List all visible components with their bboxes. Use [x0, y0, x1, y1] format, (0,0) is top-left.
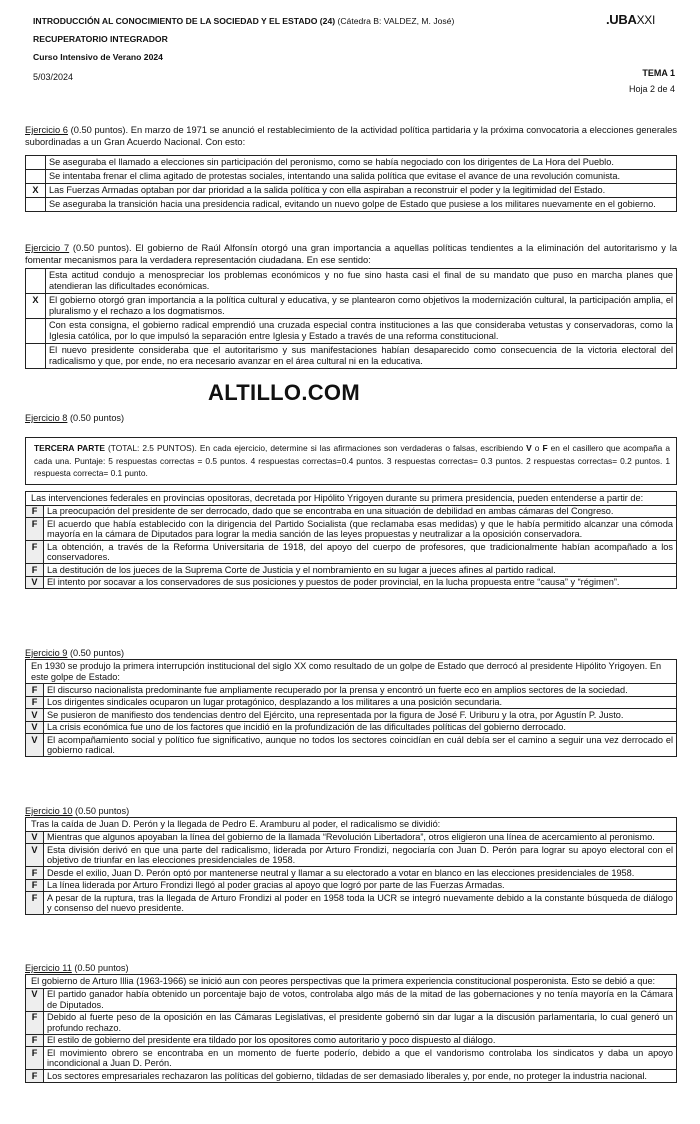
answer-cell[interactable]: X — [26, 184, 46, 198]
vf-answer-cell[interactable]: F — [26, 879, 44, 892]
exercise-6-question: Ejercicio 6 (0.50 puntos). En marzo de 1971 se anunció el restablecimiento de la actividad política partidaria y la próxima convocatoria a elecciones generales subordinadas a un Gran Acuerdo Nacional. Con esto: — [25, 125, 677, 147]
answer-cell[interactable]: X — [26, 294, 46, 319]
statement-text: Esta división derivó en que una parte del radicalismo, liderada por Arturo Frondizi, negociaría con Juan D. Perón para lograr su apoyo electoral con el objetivo de triunfar en las elecciones presidenciales de 1958. — [44, 844, 677, 867]
option-text: Esta actitud condujo a menospreciar los problemas económicos y no fue sino hasta casi el final de su mandato que puso en marcha planes que atendieran las dificultades económicas. — [46, 269, 677, 294]
vf-answer-cell[interactable]: F — [26, 541, 44, 564]
exam-date: 5/03/2024 — [33, 72, 74, 82]
vf-answer-cell[interactable]: V — [26, 831, 44, 844]
option-text: El nuevo presidente consideraba que el autoritarismo y sus manifestaciones habían desaparecido como consecuencia de la victoria electoral del radicalismo y que, por ende, no era necesario avanzar en el área cultural ni en la educativa. — [46, 344, 677, 369]
vf-answer-cell[interactable]: V — [26, 734, 44, 757]
statement-row — [26, 734, 677, 757]
option-row — [26, 319, 677, 344]
statement-text: El partido ganador había obtenido un porcentaje bajo de votos, controlaba algo más de la mitad de las gobernaciones y no tenía mayoría en la Cámara de Diputados. — [44, 988, 677, 1011]
statement-row — [26, 541, 677, 564]
statement-text: La preocupación del presidente de ser derrocado, dado que se encontraba en una situación de debilidad en ambas cámaras del Congreso. — [44, 505, 677, 518]
vf-answer-cell[interactable]: V — [26, 988, 44, 1011]
statement-row — [26, 1047, 677, 1070]
exercise-11 — [25, 962, 677, 1083]
vf-answer-cell[interactable]: F — [26, 696, 44, 709]
exercise-9-label: Ejercicio 9 (0.50 puntos) — [25, 648, 125, 658]
statement-text: El acompañamiento social y político fue significativo, aunque no todos los sectores coincidían en cuál debía ser el camino a seguir una vez derrocado el gobierno radical. — [44, 734, 677, 757]
tema-block — [629, 65, 675, 97]
exercise-10-stem: Tras la caída de Juan D. Perón y la llegada de Pedro E. Aramburu al poder, el radicalismo se dividió: — [26, 818, 677, 832]
vf-answer-cell[interactable]: F — [26, 684, 44, 697]
exercise-7-options — [25, 268, 677, 369]
statement-row — [26, 684, 677, 697]
statement-row — [26, 1070, 677, 1083]
statement-row — [26, 1034, 677, 1047]
statement-text: El movimiento obrero se encontraba en un momento de fuerte poderío, debido a que el vandorismo controlaba los sindicatos y daba un apoyo incondicional a Juan D. Perón. — [44, 1047, 677, 1070]
statement-row — [26, 721, 677, 734]
vf-answer-cell[interactable]: F — [26, 564, 44, 577]
statement-row — [26, 1011, 677, 1034]
vf-answer-cell[interactable]: F — [26, 1011, 44, 1034]
statement-text: Debido al fuerte peso de la oposición en las Cámaras Legislativas, el presidente gobernó sin dar lugar a la discusión parlamentaria, lo cual generó un profundo rechazo. — [44, 1011, 677, 1034]
statement-text: El acuerdo que había establecido con la dirigencia del Partido Socialista (que reclamaba esas medidas) y que le había permitido alcanzar una cómoda mayoría en la cámara de Diputados para lograr la media sanción de las leyes propuestas y neutralizar a la oposición conservadora. — [44, 518, 677, 541]
vf-answer-cell[interactable]: F — [26, 867, 44, 880]
statement-row — [26, 518, 677, 541]
option-text: Se intentaba frenar el clima agitado de protestas sociales, intentando una salida política que evitase el avance de una revolución comunista. — [46, 170, 677, 184]
exercise-9-table — [25, 659, 677, 757]
statement-row — [26, 505, 677, 518]
tema-label: TEMA 1 — [642, 68, 675, 78]
exercise-7-question: Ejercicio 7 (0.50 puntos). El gobierno de Raúl Alfonsín otorgó una gran importancia a aquellas políticas tendientes a la eliminación del autoritarismo y la fomentar mecanismos para la verdadera representación ciudadana. En ese sentido: — [25, 243, 677, 265]
statement-text: La línea liderada por Arturo Frondizi llegó al poder gracias al apoyo que logró por parte de las Fuerzas Armadas. — [44, 879, 677, 892]
statement-row — [26, 879, 677, 892]
statement-row — [26, 709, 677, 722]
exam-subtitle: RECUPERATORIO INTEGRADOR — [33, 34, 168, 44]
exercise-8-label: Ejercicio 8 (0.50 puntos) — [25, 413, 125, 423]
vf-answer-cell[interactable]: F — [26, 1070, 44, 1083]
option-text: El gobierno otorgó gran importancia a la política cultural y educativa, y se plantearon como objetivos la modernización cultural, la participación amplia, el pluralismo y el rechazo a los dogmatismos. — [46, 294, 677, 319]
exercise-9 — [25, 647, 677, 757]
vf-answer-cell[interactable]: V — [26, 709, 44, 722]
exercise-8-stem: Las intervenciones federales en provincias opositoras, decretada por Hipólito Yrigoyen durante su primera presidencia, pueden entenderse a partir de: — [26, 492, 677, 506]
exercise-6 — [25, 124, 677, 212]
exercise-11-table — [25, 974, 677, 1083]
statement-text: La destitución de los jueces de la Suprema Corte de Justicia y el nombramiento en su lugar a jueces afines al partido radical. — [44, 564, 677, 577]
option-text: Se aseguraba el llamado a elecciones sin participación del peronismo, como se había negociado con los dirigentes de La Hora del Pueblo. — [46, 156, 677, 170]
uba-xxi-logo: .UBAXXI — [606, 12, 656, 27]
statement-text: El intento por socavar a los conservadores de sus posiciones y puestos de poder provincial, en la lucha propuesta entre “causa” y “régimen”. — [44, 576, 677, 589]
watermark-text: ALTILLO.COM — [208, 380, 360, 405]
answer-cell[interactable] — [26, 170, 46, 184]
tercera-parte-instructions: TERCERA PARTE (TOTAL: 2.5 PUNTOS). En cada ejercicio, determine si las afirmaciones son verdaderas o falsas, escribiendo V o F en el casillero que acompaña a cada una. Puntaje: 5 respuestas correctas = 0.5 puntos. 4 respuestas correctas=0.4 puntos. 3 respuestas correctas= 0.3 puntos. 2 respuestas correctas= 0.2 puntos. 1 respuesta correcta= 0.1 punto. — [25, 437, 677, 485]
statement-text: Mientras que algunos apoyaban la línea del gobierno de la llamada “Revolución Libertadora”, otros eligieron una línea de acercamiento al peronismo. — [44, 831, 677, 844]
vf-answer-cell[interactable]: V — [26, 576, 44, 589]
answer-cell[interactable] — [26, 344, 46, 369]
exercise-8-table — [25, 491, 677, 589]
exercise-6-options — [25, 155, 677, 212]
option-row — [26, 344, 677, 369]
exercise-11-stem: El gobierno de Arturo Illia (1963-1966) se inició aun con peores perspectivas que la primera experiencia constitucional posperonista. Esto se debió a que: — [26, 975, 677, 989]
statement-text: A pesar de la ruptura, tras la llegada de Arturo Frondizi al poder en 1958 toda la UCR se integró nuevamente debido a la constante búsqueda de diálogo y consenso del nuevo presidente. — [44, 892, 677, 915]
course-title: INTRODUCCIÓN AL CONOCIMIENTO DE LA SOCIEDAD Y EL ESTADO (24) (Cátedra B: VALDEZ, M. José) — [33, 16, 455, 26]
vf-answer-cell[interactable]: F — [26, 1047, 44, 1070]
page-count: Hoja 2 de 4 — [628, 84, 675, 94]
statement-row — [26, 867, 677, 880]
option-row — [26, 170, 677, 184]
vf-answer-cell[interactable]: V — [26, 721, 44, 734]
option-row — [26, 156, 677, 170]
answer-cell[interactable] — [26, 198, 46, 212]
exercise-10-label: Ejercicio 10 (0.50 puntos) — [25, 806, 130, 816]
statement-row — [26, 564, 677, 577]
option-text: Las Fuerzas Armadas optaban por dar prioridad a la salida política y con ella aspiraban a reconstruir el poder y la legitimidad del Estado. — [46, 184, 677, 198]
statement-row — [26, 892, 677, 915]
vf-answer-cell[interactable]: F — [26, 1034, 44, 1047]
statement-text: El discurso nacionalista predominante fue ampliamente recuperado por la prensa y encontró un fuerte eco en amplios sectores de la sociedad. — [44, 684, 677, 697]
document-header — [33, 14, 454, 68]
statement-text: Desde el exilio, Juan D. Perón optó por mantenerse neutral y llamar a su electorado a votar en blanco en las elecciones presidenciales de 1958. — [44, 867, 677, 880]
statement-text: La obtención, a través de la Reforma Universitaria de 1918, del apoyo del cuerpo de profesores, que tradicionalmente habían acompañado a los conservadores. — [44, 541, 677, 564]
option-row — [26, 294, 677, 319]
vf-answer-cell[interactable]: F — [26, 505, 44, 518]
statement-text: Los sectores empresariales rechazaron las políticas del gobierno, tildadas de ser demasiado liberales y, por ende, no proteger la industria nacional. — [44, 1070, 677, 1083]
option-row — [26, 269, 677, 294]
statement-text: La crisis económica fue uno de los factores que incidió en la profundización de las dificultades políticas del gobierno derrocado. — [44, 721, 677, 734]
statement-row — [26, 844, 677, 867]
answer-cell[interactable] — [26, 156, 46, 170]
option-row — [26, 184, 677, 198]
exercise-10 — [25, 805, 677, 915]
exercise-11-label: Ejercicio 11 (0.50 puntos) — [25, 963, 129, 973]
exercise-10-table — [25, 817, 677, 915]
statement-text: Los dirigentes sindicales ocuparon un lugar protagónico, desplazando a los militares a una posición secundaria. — [44, 696, 677, 709]
answer-cell[interactable] — [26, 319, 46, 344]
statement-text: El estilo de gobierno del presidente era tildado por los opositores como autoritario y poco dispuesto al diálogo. — [44, 1034, 677, 1047]
option-text: Con esta consigna, el gobierno radical emprendió una cruzada especial contra instituciones a las que consideraba vetustas y conservadoras, como la Iglesia católica, por lo que impulsó la separación entre Iglesia y Estado a través de una reforma constitucional. — [46, 319, 677, 344]
statement-row — [26, 831, 677, 844]
exercise-9-stem: En 1930 se produjo la primera interrupción institucional del siglo XX como resultado de un golpe de Estado que derrocó al presidente Hipólito Yrigoyen. En este golpe de Estado: — [26, 660, 677, 684]
vf-answer-cell[interactable]: F — [26, 518, 44, 541]
statement-row — [26, 576, 677, 589]
exercise-7 — [25, 242, 677, 369]
course-name: Curso Intensivo de Verano 2024 — [33, 52, 163, 62]
statement-text: Se pusieron de manifiesto dos tendencias dentro del Ejército, una representada por la figura de José F. Uriburu y la otra, por Agustín P. Justo. — [44, 709, 677, 722]
option-text: Se aseguraba la transición hacia una presidencia radical, evitando un nuevo golpe de Estado que pusiese a los militares nuevamente en el gobierno. — [46, 198, 677, 212]
exercise-8 — [25, 491, 677, 589]
answer-cell[interactable] — [26, 269, 46, 294]
vf-answer-cell[interactable]: V — [26, 844, 44, 867]
option-row — [26, 198, 677, 212]
statement-row — [26, 696, 677, 709]
vf-answer-cell[interactable]: F — [26, 892, 44, 915]
statement-row — [26, 988, 677, 1011]
